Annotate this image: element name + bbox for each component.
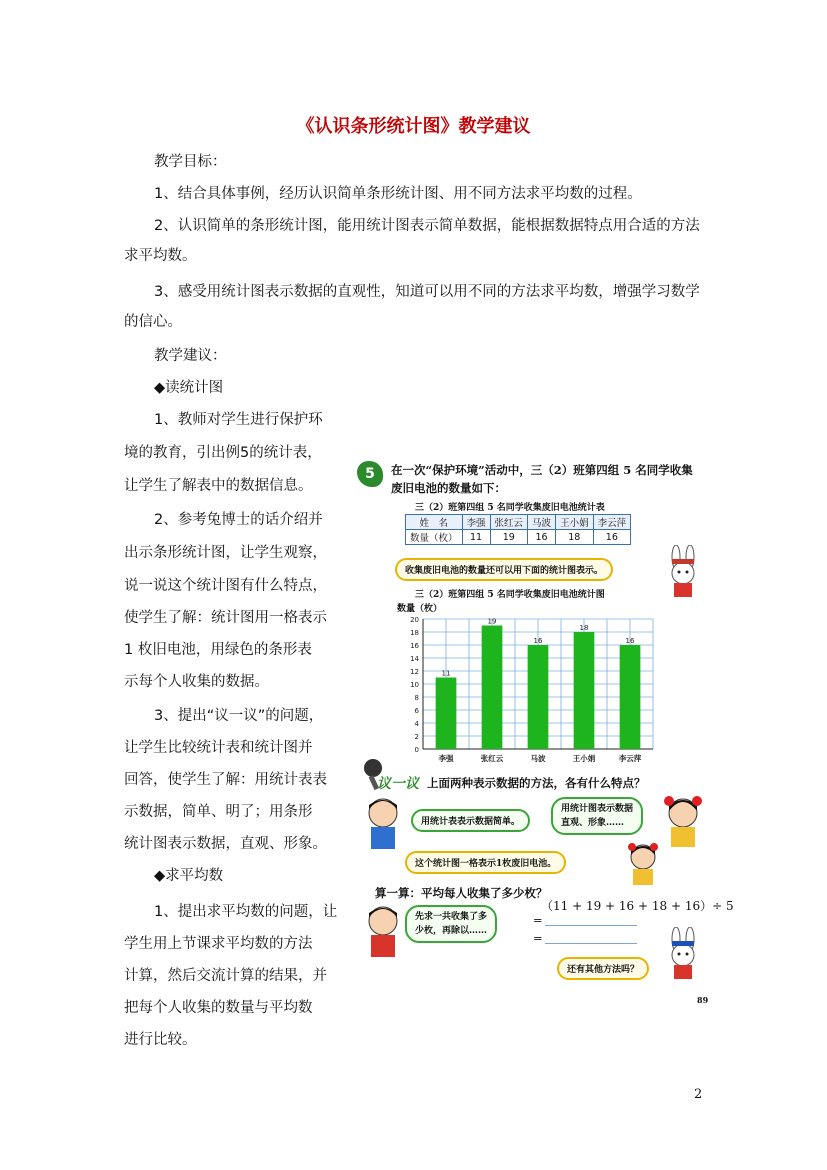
left-line: 1、教师对学生进行保护环 [154, 412, 323, 428]
bar [620, 645, 641, 749]
table-header-row [406, 515, 631, 530]
table-title: 三（2）班第四组 5 名同学收集废旧电池统计表 [415, 503, 605, 513]
bar-value-label: 16 [625, 637, 635, 645]
girl-icon [661, 791, 705, 849]
x-tick-label: 王小娟 [572, 754, 596, 763]
girl2-icon [625, 841, 661, 887]
left-line: 3、提出“议一议”的问题， [154, 708, 324, 724]
rabbit-icon [662, 545, 706, 601]
boy2-speech-bubble [405, 905, 497, 943]
left-line: 2、参考兔博士的话介绍并 [154, 512, 323, 528]
advice-heading: 教学建议： [154, 348, 227, 364]
table-cell: 16 [593, 530, 631, 545]
example-intro-line-1: 在一次“保护环境”活动中，三（2）班第四组 5 名同学收集 [391, 463, 693, 477]
calc-question: 算一算：平均每人收集了多少枚？ [375, 886, 548, 900]
bar-value-label: 19 [487, 617, 497, 626]
bar-chart [397, 613, 659, 765]
y-tick-label: 14 [410, 655, 419, 663]
left-line: 出示条形统计图，让学生观察， [124, 545, 327, 561]
bar-value-label: 11 [441, 669, 451, 678]
goal-3-line-1: 3、感受用统计图表示数据的直观性，知道可以用不同的方法求平均数，增强学习数学 [154, 284, 700, 300]
y-tick-label: 16 [410, 642, 419, 650]
page-number: 2 [694, 1087, 703, 1102]
rabbit2-speech-bubble: 还有其他方法吗？ [557, 957, 649, 980]
table-cell: 11 [462, 530, 490, 545]
rabbit-icon [662, 927, 706, 983]
bar [528, 645, 549, 749]
example-number-badge: 5 [357, 461, 383, 487]
left-line: 学生用上节课求平均数的方法 [124, 936, 313, 952]
data-table [405, 514, 631, 545]
y-tick-label: 10 [410, 681, 419, 689]
rabbit-speech-bubble: 收集废旧电池的数量还可以用下面的统计图表示。 [395, 558, 613, 581]
y-tick-label: 6 [414, 707, 419, 715]
answer-blank [545, 925, 637, 926]
bar-value-label: 16 [533, 637, 543, 645]
goal-3-line-2: 的信心。 [124, 314, 182, 330]
section-read-chart-heading: ◆读统计图 [154, 380, 224, 396]
table-cell: 王小娟 [556, 515, 594, 530]
x-tick-label: 李云萍 [618, 754, 642, 763]
document-title: 《认识条形统计图》教学建议 [296, 116, 531, 137]
girl-bubble-line-1: 用统计图表示数据 [561, 804, 634, 814]
goal-2-line-1: 2、认识简单的条形统计图，能用统计图表示简单数据，能根据数据特点用合适的方法 [154, 218, 700, 234]
x-tick-label: 李强 [438, 754, 454, 763]
girl2-speech-bubble: 这个统计图一格表示1枚废旧电池。 [405, 851, 566, 874]
left-line: 把每个人收集的数量与平均数 [124, 1000, 313, 1016]
boy2-icon [363, 903, 403, 959]
table-cell: 姓 名 [406, 515, 463, 530]
left-line: 1 枚旧电池，用绿色的条形表 [124, 642, 312, 658]
left-line: 1、提出求平均数的问题，让 [154, 904, 338, 920]
left-line: 示数据，简单、明了；用条形 [124, 804, 313, 820]
left-line: 说一说这个统计图有什么特点， [124, 578, 327, 594]
answer-blank [545, 943, 637, 944]
textbook-excerpt [357, 457, 734, 1009]
y-tick-label: 20 [410, 616, 419, 624]
equals-sign: = [533, 913, 543, 927]
goals-heading: 教学目标： [154, 154, 227, 170]
left-line: 让学生了解表中的数据信息。 [124, 478, 313, 494]
left-line: 计算，然后交流计算的结果，并 [124, 968, 327, 984]
table-row [406, 530, 631, 545]
left-line: 进行比较。 [124, 1032, 197, 1048]
table-cell: 张红云 [490, 515, 528, 530]
x-tick-label: 张红云 [480, 754, 504, 763]
goal-1: 1、结合具体事例，经历认识简单条形统计图、用不同方法求平均数的过程。 [154, 186, 642, 202]
example-intro-line-2: 废旧电池的数量如下： [391, 481, 506, 495]
bar [574, 632, 595, 749]
y-tick-label: 18 [410, 629, 419, 637]
left-line: 统计图表示数据，直观、形象。 [124, 836, 327, 852]
chart-title: 三（2）班第四组 5 名同学收集废旧电池统计图 [415, 590, 605, 600]
section-average-heading: ◆求平均数 [154, 868, 224, 884]
y-tick-label: 2 [414, 733, 419, 741]
chart-y-axis-label: 数量（枚） [397, 604, 443, 614]
girl-speech-bubble [551, 797, 643, 835]
bar [436, 678, 457, 750]
left-line: 让学生比较统计表和统计图并 [124, 740, 313, 756]
boy-icon [363, 795, 403, 851]
bar [482, 626, 503, 750]
textbook-page-number: 89 [697, 995, 709, 1005]
left-line: 回答，使学生了解：用统计表表 [124, 772, 327, 788]
table-cell: 马波 [528, 515, 556, 530]
table-cell: 数量（枚） [406, 530, 463, 545]
y-tick-label: 4 [414, 720, 419, 728]
left-line: 示每个人收集的数据。 [124, 674, 269, 690]
average-formula: （11 + 19 + 16 + 18 + 16）÷ 5 [541, 899, 734, 913]
boy2-bubble-line-2: 少枚，再除以…… [415, 926, 488, 936]
y-tick-label: 0 [414, 746, 419, 754]
y-tick-label: 12 [410, 668, 419, 676]
discuss-label: 议一议 [377, 776, 419, 792]
table-cell: 19 [490, 530, 528, 545]
table-cell: 16 [528, 530, 556, 545]
left-line: 使学生了解：统计图用一格表示 [124, 610, 327, 626]
equals-sign: = [533, 931, 543, 945]
boy-speech-bubble: 用统计表表示数据简单。 [411, 809, 530, 832]
y-tick-label: 8 [414, 694, 419, 702]
boy2-bubble-line-1: 先求一共收集了多 [415, 912, 488, 922]
table-cell: 李云萍 [593, 515, 631, 530]
goal-2-line-2: 求平均数。 [124, 248, 197, 264]
table-cell: 李强 [462, 515, 490, 530]
table-cell: 18 [556, 530, 594, 545]
x-tick-label: 马波 [530, 754, 546, 763]
girl-bubble-line-2: 直观、形象…… [561, 818, 625, 828]
bar-value-label: 18 [579, 624, 589, 632]
discuss-question: 上面两种表示数据的方法，各有什么特点？ [427, 776, 646, 790]
left-line: 境的教育，引出例5的统计表， [124, 445, 322, 461]
